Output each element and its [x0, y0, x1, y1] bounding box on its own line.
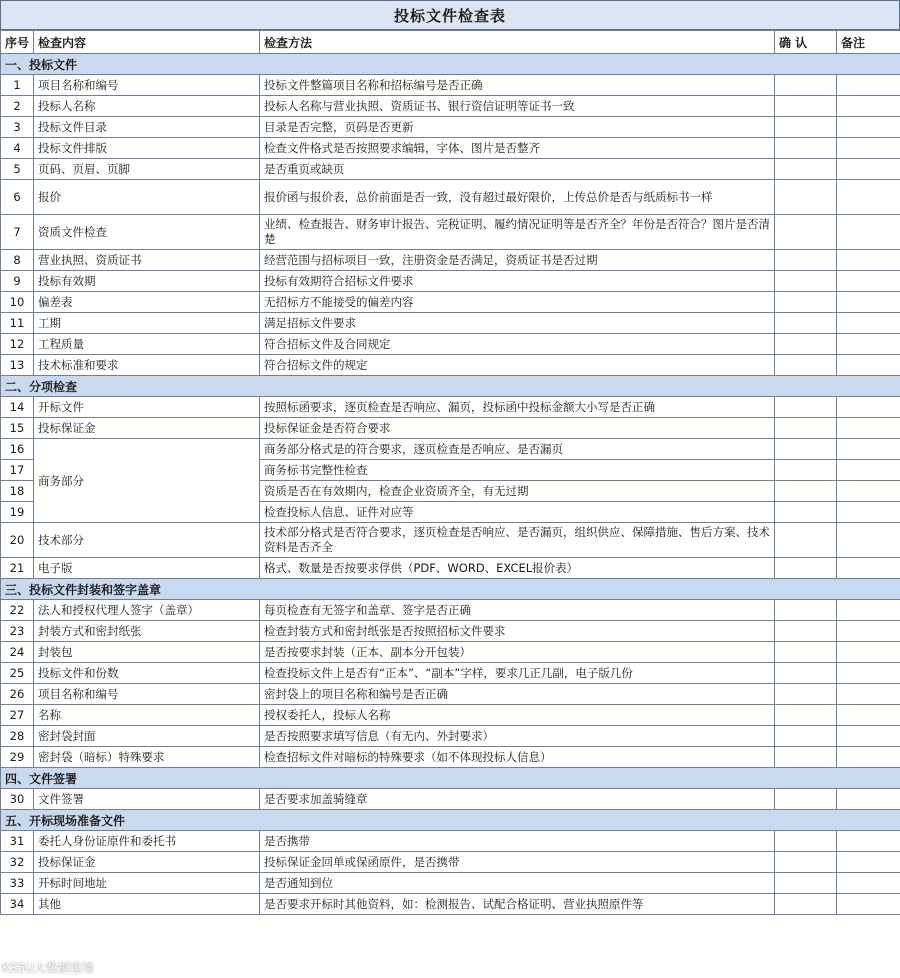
table-row [1, 159, 900, 180]
row-number: 32 [1, 852, 34, 873]
check-method: 是否重页或缺页 [260, 159, 775, 180]
table-row [1, 397, 900, 418]
row-number: 30 [1, 789, 34, 810]
check-content: 文件签署 [34, 789, 260, 810]
check-method: 商务标书完整性检查 [260, 460, 775, 481]
confirm-cell[interactable] [775, 600, 837, 621]
confirm-cell[interactable] [775, 117, 837, 138]
check-method: 符合招标文件及合同规定 [260, 334, 775, 355]
check-method: 每页检查有无签字和盖章、签字是否正确 [260, 600, 775, 621]
confirm-cell[interactable] [775, 460, 837, 481]
header-confirm: 确 认 [775, 31, 837, 54]
confirm-cell[interactable] [775, 397, 837, 418]
table-row [1, 852, 900, 873]
check-method: 是否要求加盖骑缝章 [260, 789, 775, 810]
confirm-cell[interactable] [775, 558, 837, 579]
confirm-cell[interactable] [775, 180, 837, 215]
check-method: 是否按照要求填写信息（有无内、外封要求） [260, 726, 775, 747]
note-cell[interactable] [837, 250, 900, 271]
note-cell[interactable] [837, 726, 900, 747]
note-cell[interactable] [837, 852, 900, 873]
row-number: 7 [1, 215, 34, 250]
check-method: 投标文件整篇项目名称和招标编号是否正确 [260, 75, 775, 96]
row-number: 14 [1, 397, 34, 418]
note-cell[interactable] [837, 215, 900, 250]
note-cell[interactable] [837, 418, 900, 439]
table-row [1, 250, 900, 271]
note-cell[interactable] [837, 75, 900, 96]
confirm-cell[interactable] [775, 873, 837, 894]
note-cell[interactable] [837, 355, 900, 376]
note-cell[interactable] [837, 481, 900, 502]
confirm-cell[interactable] [775, 159, 837, 180]
table-row [1, 663, 900, 684]
check-method: 检查投标文件上是否有“正本”、“副本”字样，要求几正几副，电子版几份 [260, 663, 775, 684]
note-cell[interactable] [837, 789, 900, 810]
note-cell[interactable] [837, 705, 900, 726]
table-row [1, 138, 900, 159]
confirm-cell[interactable] [775, 355, 837, 376]
note-cell[interactable] [837, 439, 900, 460]
section-row [1, 376, 900, 397]
confirm-cell[interactable] [775, 642, 837, 663]
note-cell[interactable] [837, 600, 900, 621]
header-seq: 序号 [1, 31, 34, 54]
row-number: 1 [1, 75, 34, 96]
check-content: 开标时间地址 [34, 873, 260, 894]
confirm-cell[interactable] [775, 271, 837, 292]
row-number: 16 [1, 439, 34, 460]
check-content: 名称 [34, 705, 260, 726]
check-method: 是否按要求封装（正本、副本分开包装） [260, 642, 775, 663]
confirm-cell[interactable] [775, 250, 837, 271]
note-cell[interactable] [837, 117, 900, 138]
check-method: 资质是否在有效期内，检查企业资质齐全，有无过期 [260, 481, 775, 502]
check-method: 是否携带 [260, 831, 775, 852]
check-method: 检查招标文件对暗标的特殊要求（如不体现投标人信息） [260, 747, 775, 768]
confirm-cell[interactable] [775, 138, 837, 159]
check-content: 营业执照、资质证书 [34, 250, 260, 271]
section-row [1, 579, 900, 600]
table-row [1, 726, 900, 747]
confirm-cell[interactable] [775, 747, 837, 768]
note-cell[interactable] [837, 558, 900, 579]
note-cell[interactable] [837, 397, 900, 418]
check-method: 检查封装方式和密封纸张是否按照招标文件要求 [260, 621, 775, 642]
note-cell[interactable] [837, 271, 900, 292]
check-content: 项目名称和编号 [34, 684, 260, 705]
check-method: 经营范围与招标项目一致，注册资金是否满足，资质证书是否过期 [260, 250, 775, 271]
note-cell[interactable] [837, 894, 900, 915]
confirm-cell[interactable] [775, 292, 837, 313]
header-method: 检查方法 [260, 31, 775, 54]
table-row [1, 215, 900, 250]
note-cell[interactable] [837, 873, 900, 894]
row-number: 15 [1, 418, 34, 439]
note-cell[interactable] [837, 138, 900, 159]
check-content: 工期 [34, 313, 260, 334]
row-number: 25 [1, 663, 34, 684]
check-content: 法人和授权代理人签字（盖章） [34, 600, 260, 621]
check-content: 项目名称和编号 [34, 75, 260, 96]
row-number: 17 [1, 460, 34, 481]
confirm-cell[interactable] [775, 439, 837, 460]
table-row [1, 873, 900, 894]
check-content: 页码、页眉、页脚 [34, 159, 260, 180]
confirm-cell[interactable] [775, 621, 837, 642]
note-cell[interactable] [837, 502, 900, 523]
confirm-cell[interactable] [775, 852, 837, 873]
table-row [1, 789, 900, 810]
note-cell[interactable] [837, 621, 900, 642]
table-row [1, 418, 900, 439]
check-content: 工程质量 [34, 334, 260, 355]
row-number: 18 [1, 481, 34, 502]
confirm-cell[interactable] [775, 705, 837, 726]
check-content: 投标有效期 [34, 271, 260, 292]
check-method: 投标人名称与营业执照、资质证书、银行资信证明等证书一致 [260, 96, 775, 117]
row-number: 6 [1, 180, 34, 215]
check-method: 授权委托人，投标人名称 [260, 705, 775, 726]
check-method: 按照标函要求，逐页检查是否响应、漏页，投标函中投标金额大小写是否正确 [260, 397, 775, 418]
section-label: 二、分项检查 [1, 376, 900, 397]
row-number: 11 [1, 313, 34, 334]
check-content: 其他 [34, 894, 260, 915]
check-content: 投标保证金 [34, 418, 260, 439]
confirm-cell[interactable] [775, 663, 837, 684]
confirm-cell[interactable] [775, 726, 837, 747]
confirm-cell[interactable] [775, 75, 837, 96]
row-number: 27 [1, 705, 34, 726]
check-content: 报价 [34, 180, 260, 215]
confirm-cell[interactable] [775, 831, 837, 852]
section-label: 四、文件签署 [1, 768, 900, 789]
header-row [1, 31, 900, 54]
note-cell[interactable] [837, 292, 900, 313]
check-method: 符合招标文件的规定 [260, 355, 775, 376]
note-cell[interactable] [837, 313, 900, 334]
check-method: 投标保证金回单或保函原件，是否携带 [260, 852, 775, 873]
watermark: KS5U大数据追境 [2, 961, 94, 975]
confirm-cell[interactable] [775, 502, 837, 523]
confirm-cell[interactable] [775, 418, 837, 439]
note-cell[interactable] [837, 523, 900, 558]
row-number: 4 [1, 138, 34, 159]
row-number: 13 [1, 355, 34, 376]
confirm-cell[interactable] [775, 523, 837, 558]
note-cell[interactable] [837, 460, 900, 481]
note-cell[interactable] [837, 663, 900, 684]
row-number: 29 [1, 747, 34, 768]
note-cell[interactable] [837, 96, 900, 117]
check-content: 技术标准和要求 [34, 355, 260, 376]
check-method: 投标保证金是否符合要求 [260, 418, 775, 439]
row-number: 31 [1, 831, 34, 852]
row-number: 5 [1, 159, 34, 180]
check-content: 技术部分 [34, 523, 260, 558]
table-row [1, 355, 900, 376]
header-note: 备注 [837, 31, 900, 54]
check-content: 偏差表 [34, 292, 260, 313]
check-content: 商务部分 [34, 439, 260, 523]
check-content: 投标人名称 [34, 96, 260, 117]
note-cell[interactable] [837, 684, 900, 705]
note-cell[interactable] [837, 180, 900, 215]
table-row [1, 831, 900, 852]
row-number: 3 [1, 117, 34, 138]
check-method: 满足招标文件要求 [260, 313, 775, 334]
check-method: 无招标方不能接受的偏差内容 [260, 292, 775, 313]
table-row [1, 600, 900, 621]
check-content: 投标文件目录 [34, 117, 260, 138]
check-content: 密封袋封面 [34, 726, 260, 747]
check-method: 密封袋上的项目名称和编号是否正确 [260, 684, 775, 705]
table-row [1, 96, 900, 117]
note-cell[interactable] [837, 334, 900, 355]
check-content: 电子版 [34, 558, 260, 579]
check-content: 投标文件排版 [34, 138, 260, 159]
row-number: 19 [1, 502, 34, 523]
section-label: 五、开标现场准备文件 [1, 810, 900, 831]
note-cell[interactable] [837, 642, 900, 663]
check-method: 检查投标人信息、证件对应等 [260, 502, 775, 523]
note-cell[interactable] [837, 831, 900, 852]
row-number: 22 [1, 600, 34, 621]
table-row [1, 523, 900, 558]
row-number: 26 [1, 684, 34, 705]
table-row [1, 117, 900, 138]
check-method: 检查文件格式是否按照要求编辑，字体、图片是否整齐 [260, 138, 775, 159]
check-method: 投标有效期符合招标文件要求 [260, 271, 775, 292]
confirm-cell[interactable] [775, 96, 837, 117]
check-method: 技术部分格式是否符合要求，逐页检查是否响应、是否漏页，组织供应、保障措施、售后方案、技术资料是否齐全 [260, 523, 775, 558]
section-label: 一、投标文件 [1, 54, 900, 75]
confirm-cell[interactable] [775, 789, 837, 810]
table-row [1, 439, 900, 460]
table-row [1, 292, 900, 313]
row-number: 12 [1, 334, 34, 355]
table-row [1, 747, 900, 768]
check-method: 是否要求开标时其他资料，如：检测报告、试配合格证明、营业执照原件等 [260, 894, 775, 915]
check-method: 业绩、检查报告、财务审计报告、完税证明、履约情况证明等是否齐全？年份是否符合？图片是否清楚 [260, 215, 775, 250]
check-content: 开标文件 [34, 397, 260, 418]
check-method: 是否通知到位 [260, 873, 775, 894]
check-method: 报价函与报价表，总价前面是否一致，没有超过最好限价，上传总价是否与纸质标书一样 [260, 180, 775, 215]
confirm-cell[interactable] [775, 481, 837, 502]
section-label: 三、投标文件封装和签字盖章 [1, 579, 900, 600]
row-number: 23 [1, 621, 34, 642]
check-content: 资质文件检查 [34, 215, 260, 250]
note-cell[interactable] [837, 159, 900, 180]
row-number: 34 [1, 894, 34, 915]
row-number: 24 [1, 642, 34, 663]
confirm-cell[interactable] [775, 313, 837, 334]
row-number: 20 [1, 523, 34, 558]
table-row [1, 313, 900, 334]
row-number: 9 [1, 271, 34, 292]
check-content: 投标保证金 [34, 852, 260, 873]
checklist-table [0, 30, 900, 915]
row-number: 21 [1, 558, 34, 579]
confirm-cell[interactable] [775, 894, 837, 915]
check-content: 密封袋（暗标）特殊要求 [34, 747, 260, 768]
section-row [1, 810, 900, 831]
row-number: 28 [1, 726, 34, 747]
row-number: 8 [1, 250, 34, 271]
sheet-title: 投标文件检查表 [0, 0, 900, 30]
check-content: 投标文件和份数 [34, 663, 260, 684]
row-number: 33 [1, 873, 34, 894]
header-content: 检查内容 [34, 31, 260, 54]
check-method: 目录是否完整，页码是否更新 [260, 117, 775, 138]
confirm-cell[interactable] [775, 215, 837, 250]
check-content: 封装方式和密封纸张 [34, 621, 260, 642]
table-row [1, 621, 900, 642]
confirm-cell[interactable] [775, 684, 837, 705]
table-row [1, 705, 900, 726]
section-row [1, 768, 900, 789]
section-row [1, 54, 900, 75]
check-content: 委托人身份证原件和委托书 [34, 831, 260, 852]
table-row [1, 684, 900, 705]
table-row [1, 894, 900, 915]
table-row [1, 558, 900, 579]
table-row [1, 180, 900, 215]
confirm-cell[interactable] [775, 334, 837, 355]
table-row [1, 334, 900, 355]
note-cell[interactable] [837, 747, 900, 768]
row-number: 2 [1, 96, 34, 117]
table-row [1, 75, 900, 96]
check-method: 格式、数量是否按要求俘供（PDF、WORD、EXCEL报价表） [260, 558, 775, 579]
table-row [1, 642, 900, 663]
table-row [1, 271, 900, 292]
row-number: 10 [1, 292, 34, 313]
check-content: 封装包 [34, 642, 260, 663]
check-method: 商务部分格式是的符合要求，逐页检查是否响应、是否漏页 [260, 439, 775, 460]
